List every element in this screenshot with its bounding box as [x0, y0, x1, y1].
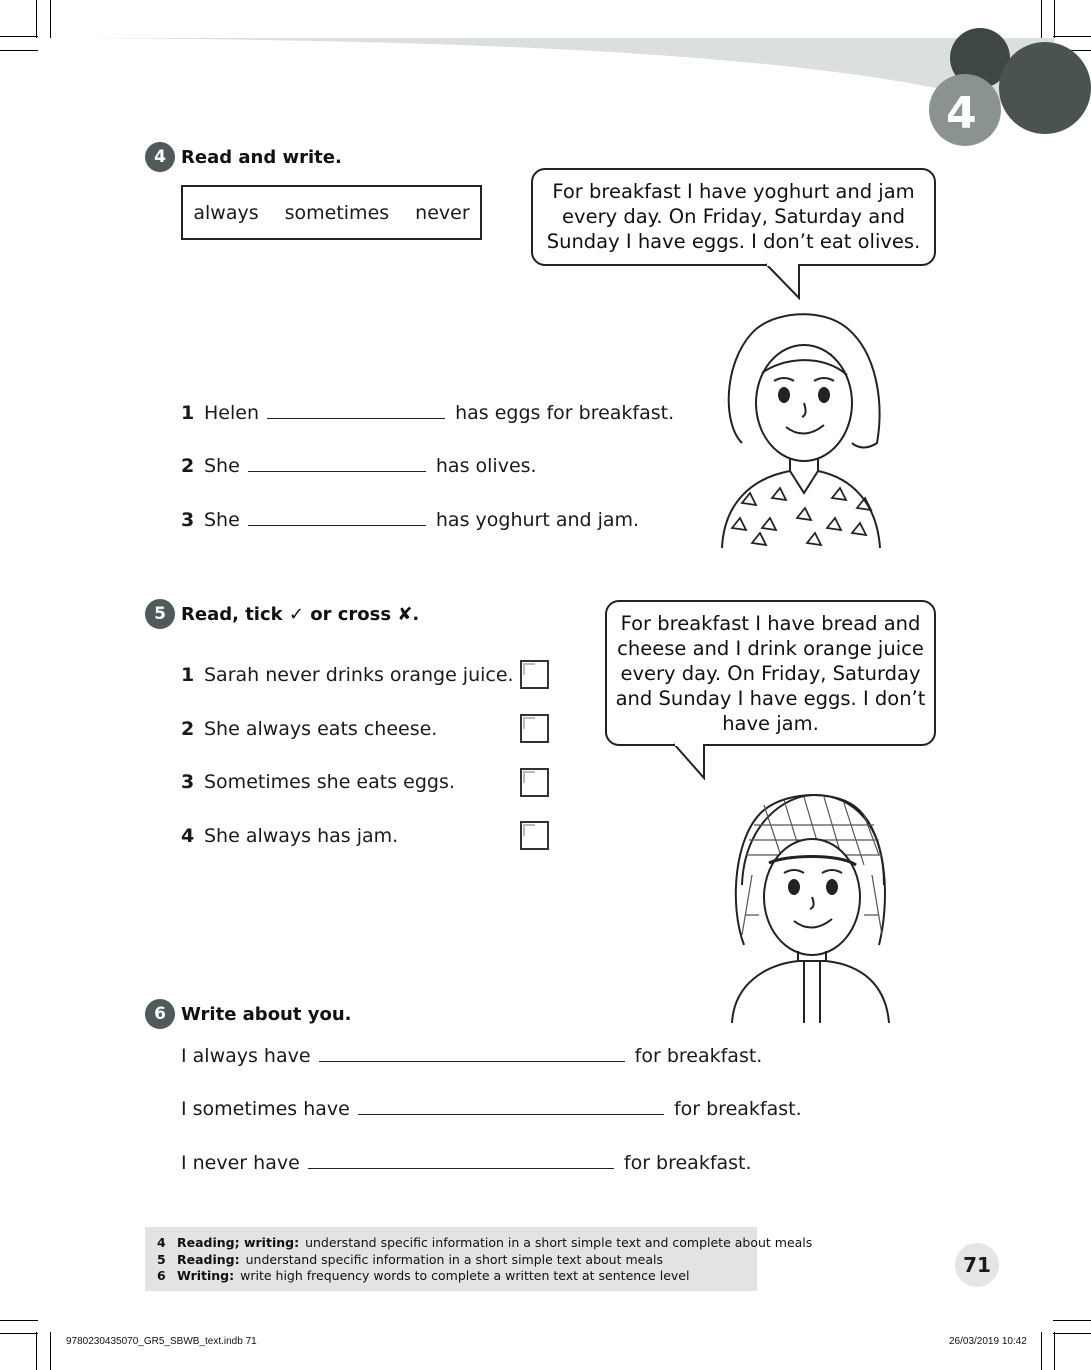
speech-bubble-tail [764, 262, 804, 300]
item-number: 2 [181, 455, 195, 477]
objective-number: 4 [157, 1235, 166, 1250]
item-text-after: for breakfast. [673, 1098, 802, 1120]
item-number: 3 [181, 771, 195, 793]
word-bank [181, 185, 482, 240]
print-slug-file: 9780230435070_GR5_SBWB_text.indb 71 [66, 1336, 257, 1347]
exercise-6-title: Write about you. [181, 1004, 352, 1025]
speech-bubble-sarah [605, 600, 936, 746]
item-number: 2 [181, 718, 195, 740]
speech-bubble-tail [672, 742, 712, 780]
exercise-5-item [181, 825, 398, 847]
speech-line: For breakfast I have yoghurt and jam [552, 180, 915, 203]
exercise-4-item [181, 400, 674, 424]
tick-cross-box[interactable] [520, 714, 549, 743]
speech-bubble-helen [531, 168, 936, 266]
exercise-4-title: Read and write. [181, 147, 342, 168]
page-number: 71 [955, 1243, 999, 1287]
speech-line: and Sunday I have eggs. I don’t [615, 687, 926, 710]
tick-cross-box[interactable] [520, 821, 549, 850]
answer-blank[interactable] [267, 400, 445, 419]
item-text: She always eats cheese. [204, 718, 438, 740]
objective-row [157, 1252, 757, 1269]
item-text: She always has jam. [204, 825, 399, 847]
exercise-6-item [181, 1150, 752, 1174]
crop-mark [0, 1333, 38, 1334]
crop-mark [1053, 1320, 1091, 1321]
item-number: 4 [181, 825, 195, 847]
exercise-4-item [181, 453, 537, 477]
tick-cross-box[interactable] [520, 768, 549, 797]
item-text-after: has yoghurt and jam. [435, 509, 640, 531]
answer-blank[interactable] [308, 1150, 614, 1169]
answer-blank[interactable] [248, 507, 426, 526]
item-text: Sarah never drinks orange juice. [204, 664, 514, 686]
girl-sarah-illustration [724, 785, 899, 1025]
exercise-5-title: Read, tick ✓ or cross ✘. [181, 604, 420, 625]
speech-line: every day. On Friday, Saturday and [562, 205, 905, 228]
girl-helen-illustration [712, 303, 892, 551]
objective-desc: understand specific information in a short simple text about meals [245, 1251, 663, 1267]
item-text-before: She [204, 509, 240, 531]
answer-blank[interactable] [319, 1043, 625, 1062]
exercise-5-item [181, 718, 437, 740]
item-text: Sometimes she eats eggs. [204, 771, 455, 793]
crop-mark [0, 1320, 38, 1321]
exercise-6-item [181, 1096, 802, 1120]
item-text-after: has olives. [435, 455, 537, 477]
item-text-before: I always have [181, 1045, 311, 1067]
objective-skill: Reading: [177, 1251, 240, 1267]
crop-mark [50, 1332, 51, 1370]
exercise-4-item [181, 507, 639, 531]
objective-number: 5 [157, 1251, 166, 1267]
item-number: 1 [181, 664, 195, 686]
objective-row [157, 1268, 757, 1285]
word-bank-item: sometimes [284, 201, 390, 224]
speech-line: every day. On Friday, Saturday [620, 662, 921, 685]
item-number: 3 [181, 509, 195, 531]
tick-cross-box[interactable] [520, 660, 549, 689]
exercise-5-badge: 5 [145, 599, 175, 629]
speech-line: Sunday I have eggs. I don’t eat olives. [546, 230, 921, 253]
exercise-4-badge: 4 [145, 142, 175, 172]
crop-mark [36, 1332, 37, 1370]
crop-mark [1054, 1332, 1055, 1370]
item-text-before: Helen [204, 402, 259, 424]
speech-line: cheese and I drink orange juice [617, 637, 924, 660]
print-slug-date: 26/03/2019 10:42 [949, 1336, 1027, 1347]
speech-line: have jam. [722, 712, 819, 735]
objective-desc: understand specific information in a short simple text and complete about meals [305, 1235, 813, 1250]
learning-objectives [145, 1227, 813, 1291]
item-text-after: for breakfast. [634, 1045, 763, 1067]
answer-blank[interactable] [358, 1096, 664, 1115]
item-text-after: has eggs for breakfast. [455, 402, 675, 424]
objective-row [157, 1235, 813, 1252]
exercise-6-item [181, 1043, 762, 1067]
crop-mark [1053, 1333, 1091, 1334]
objective-desc: write high frequency words to complete a written text at sentence level [240, 1268, 690, 1283]
exercise-5-item [181, 771, 455, 793]
crop-mark [1041, 1332, 1042, 1370]
word-bank-item: never [415, 201, 470, 224]
item-text-after: for breakfast. [623, 1152, 752, 1174]
answer-blank[interactable] [248, 453, 426, 472]
item-text-before: I never have [181, 1152, 300, 1174]
objective-skill: Reading; writing: [177, 1235, 300, 1250]
item-number: 1 [181, 402, 195, 424]
item-text-before: I sometimes have [181, 1098, 350, 1120]
item-text-before: She [204, 455, 240, 477]
exercise-6-badge: 6 [145, 999, 175, 1029]
unit-number: 4 [946, 88, 977, 139]
word-bank-item: always [193, 201, 259, 224]
exercise-5-item [181, 664, 514, 686]
speech-line: For breakfast I have bread and [620, 612, 921, 635]
objective-number: 6 [157, 1268, 166, 1283]
header-decoration [0, 0, 1091, 160]
objective-skill: Writing: [177, 1268, 235, 1283]
